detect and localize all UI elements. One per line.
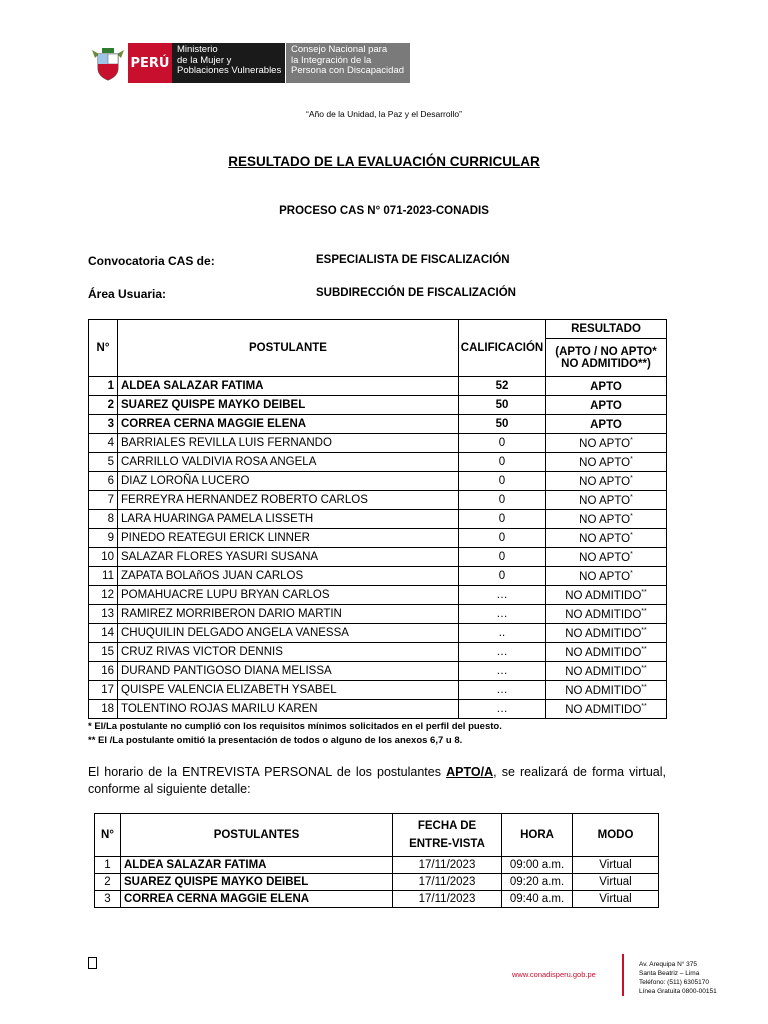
interview-header-mode: MODO [573, 814, 659, 857]
header-score: CALIFICACIÓN [459, 320, 546, 377]
applicant-name: CORREA CERNA MAGGIE ELENA [121, 891, 393, 908]
table-row [89, 491, 667, 510]
interview-mode: Virtual [573, 874, 659, 891]
footer-address: Av. Arequipa N° 375 Santa Beatriz – Lima Teléfono: (511) 6305170 Línea Gratuita 0800-00151 [639, 961, 717, 995]
result-value: NO ADMITIDO** [546, 605, 667, 624]
result-value: NO ADMITIDO** [546, 662, 667, 681]
score-value: … [459, 643, 546, 662]
table-row [89, 624, 667, 643]
note-no-apto: * El/La postulante no cumplió con los requisitos mínimos solicitados en el perfil del puesto. [88, 721, 502, 732]
table-row [89, 605, 667, 624]
table-row [89, 529, 667, 548]
ministry-name: Ministerio de la Mujer y Poblaciones Vulnerables [172, 43, 285, 83]
interview-header-date: FECHA DE ENTRE-VISTA [393, 814, 502, 857]
table-row [89, 415, 667, 434]
interview-hour: 09:00 a.m. [502, 857, 573, 874]
table-row [89, 662, 667, 681]
website-link[interactable]: www.conadisperu.gob.pe [512, 970, 596, 979]
area-label: Área Usuaria: [88, 287, 167, 301]
document-title: RESULTADO DE LA EVALUACIÓN CURRICULAR [228, 154, 540, 169]
score-value: 0 [459, 529, 546, 548]
result-value: NO APTO* [546, 453, 667, 472]
apto-highlight: APTO/A [446, 765, 494, 779]
row-number: 18 [89, 700, 118, 719]
applicant-name: POMAHUACRE LUPU BRYAN CARLOS [118, 586, 459, 605]
row-number: 13 [89, 605, 118, 624]
row-number: 4 [89, 434, 118, 453]
table-row [89, 586, 667, 605]
result-value: NO ADMITIDO** [546, 643, 667, 662]
table-row [89, 643, 667, 662]
row-number: 9 [89, 529, 118, 548]
results-header-row [89, 320, 667, 339]
result-value: NO ADMITIDO** [546, 700, 667, 719]
result-value: NO ADMITIDO** [546, 586, 667, 605]
footnote-mark: * [630, 569, 633, 577]
interview-hour: 09:20 a.m. [502, 874, 573, 891]
table-row [89, 472, 667, 491]
table-row [95, 857, 659, 874]
checkbox-glyph-icon [88, 957, 97, 969]
result-value: NO APTO* [546, 472, 667, 491]
table-row [89, 681, 667, 700]
interview-header-hour: HORA [502, 814, 573, 857]
applicant-name: CARRILLO VALDIVIA ROSA ANGELA [118, 453, 459, 472]
applicant-name: ALDEA SALAZAR FATIMA [118, 377, 459, 396]
score-value: 0 [459, 434, 546, 453]
footnote-mark: ** [641, 588, 647, 596]
row-number: 3 [95, 891, 121, 908]
row-number: 8 [89, 510, 118, 529]
interview-paragraph: El horario de la ENTREVISTA PERSONAL de los postulantes APTO/A, se realizará de forma virtual, conforme al siguiente detalle: [88, 765, 667, 796]
result-value: NO APTO* [546, 491, 667, 510]
row-number: 1 [89, 377, 118, 396]
score-value: … [459, 662, 546, 681]
row-number: 12 [89, 586, 118, 605]
area-value: SUBDIRECCIÓN DE FISCALIZACIÓN [316, 287, 516, 299]
row-number: 16 [89, 662, 118, 681]
coat-of-arms-icon [88, 43, 128, 83]
table-row [89, 453, 667, 472]
row-number: 6 [89, 472, 118, 491]
interview-mode: Virtual [573, 857, 659, 874]
interview-body [95, 857, 659, 908]
table-row [89, 548, 667, 567]
results-body [89, 377, 667, 719]
header-number: N° [89, 320, 118, 377]
score-value: … [459, 586, 546, 605]
applicant-name: RAMIREZ MORRIBERON DARIO MARTIN [118, 605, 459, 624]
applicant-name: FERREYRA HERNANDEZ ROBERTO CARLOS [118, 491, 459, 510]
result-value: NO APTO* [546, 567, 667, 586]
interview-hour: 09:40 a.m. [502, 891, 573, 908]
result-value: NO APTO* [546, 434, 667, 453]
score-value: 0 [459, 472, 546, 491]
table-row [89, 396, 667, 415]
score-value: … [459, 681, 546, 700]
applicant-name: CHUQUILIN DELGADO ANGELA VANESSA [118, 624, 459, 643]
applicant-name: TOLENTINO ROJAS MARILU KAREN [118, 700, 459, 719]
result-value: NO APTO* [546, 529, 667, 548]
footnote-mark: ** [641, 626, 647, 634]
score-value: 52 [459, 377, 546, 396]
applicant-name: LARA HUARINGA PAMELA LISSETH [118, 510, 459, 529]
applicant-name: QUISPE VALENCIA ELIZABETH YSABEL [118, 681, 459, 700]
table-row [89, 700, 667, 719]
score-value: 0 [459, 510, 546, 529]
convocatoria-value: ESPECIALISTA DE FISCALIZACIÓN [316, 254, 510, 266]
result-value: APTO [546, 377, 667, 396]
table-row [89, 567, 667, 586]
footnote-mark: * [630, 550, 633, 558]
interview-header-number: N° [95, 814, 121, 857]
row-number: 2 [89, 396, 118, 415]
table-row [89, 377, 667, 396]
score-value: 0 [459, 453, 546, 472]
applicant-name: CORREA CERNA MAGGIE ELENA [118, 415, 459, 434]
applicant-name: SALAZAR FLORES YASURI SUSANA [118, 548, 459, 567]
footnote-mark: * [630, 436, 633, 444]
table-row [95, 891, 659, 908]
interview-date: 17/11/2023 [393, 874, 502, 891]
interview-header-row [95, 814, 659, 857]
results-table [88, 319, 667, 719]
applicant-name: PINEDO REATEGUI ERICK LINNER [118, 529, 459, 548]
applicant-name: SUAREZ QUISPE MAYKO DEIBEL [118, 396, 459, 415]
footnote-mark: * [630, 455, 633, 463]
score-value: 0 [459, 491, 546, 510]
applicant-name: ZAPATA BOLAñOS JUAN CARLOS [118, 567, 459, 586]
score-value: 0 [459, 548, 546, 567]
row-number: 3 [89, 415, 118, 434]
header-applicant: POSTULANTE [118, 320, 459, 377]
process-number: PROCESO CAS N° 071-2023-CONADIS [279, 205, 489, 217]
footnote-mark: ** [641, 664, 647, 672]
footnote-mark: ** [641, 645, 647, 653]
result-value: NO APTO* [546, 548, 667, 567]
score-value: .. [459, 624, 546, 643]
council-name: Consejo Nacional para la Integración de la Persona con Discapacidad [286, 43, 410, 83]
row-number: 7 [89, 491, 118, 510]
row-number: 2 [95, 874, 121, 891]
interview-header-applicants: POSTULANTES [121, 814, 393, 857]
result-value: APTO [546, 396, 667, 415]
footnote-mark: * [630, 493, 633, 501]
score-value: 0 [459, 567, 546, 586]
score-value: 50 [459, 415, 546, 434]
footnote-mark: * [630, 512, 633, 520]
interview-mode: Virtual [573, 891, 659, 908]
footnote-mark: ** [641, 702, 647, 710]
footnote-mark: * [630, 531, 633, 539]
row-number: 14 [89, 624, 118, 643]
table-row [89, 510, 667, 529]
applicant-name: ALDEA SALAZAR FATIMA [121, 857, 393, 874]
applicant-name: DURAND PANTIGOSO DIANA MELISSA [118, 662, 459, 681]
year-motto: “Año de la Unidad, la Paz y el Desarrollo” [306, 109, 462, 119]
convocatoria-label: Convocatoria CAS de: [88, 254, 215, 268]
interview-date: 17/11/2023 [393, 857, 502, 874]
row-number: 15 [89, 643, 118, 662]
row-number: 5 [89, 453, 118, 472]
header-result: RESULTADO [546, 320, 667, 339]
score-value: … [459, 700, 546, 719]
result-value: NO ADMITIDO** [546, 624, 667, 643]
result-value: NO APTO* [546, 510, 667, 529]
applicant-name: BARRIALES REVILLA LUIS FERNANDO [118, 434, 459, 453]
note-no-admitido: ** El /La postulante omitió la presentación de todos o alguno de los anexos 6,7 u 8. [88, 735, 463, 746]
row-number: 1 [95, 857, 121, 874]
table-row [89, 434, 667, 453]
row-number: 17 [89, 681, 118, 700]
applicant-name: DIAZ LOROÑA LUCERO [118, 472, 459, 491]
score-value: … [459, 605, 546, 624]
applicant-name: CRUZ RIVAS VICTOR DENNIS [118, 643, 459, 662]
interview-date: 17/11/2023 [393, 891, 502, 908]
result-value: NO ADMITIDO** [546, 681, 667, 700]
table-row [95, 874, 659, 891]
row-number: 11 [89, 567, 118, 586]
peru-brand: PERÚ [128, 43, 172, 83]
header-result-legend: (APTO / NO APTO* NO ADMITIDO**) [546, 339, 667, 377]
footnote-mark: ** [641, 607, 647, 615]
interview-table [94, 813, 659, 908]
footnote-mark: * [630, 474, 633, 482]
header-logo [88, 43, 410, 83]
footnote-mark: ** [641, 683, 647, 691]
row-number: 10 [89, 548, 118, 567]
result-value: APTO [546, 415, 667, 434]
applicant-name: SUAREZ QUISPE MAYKO DEIBEL [121, 874, 393, 891]
footer-divider [622, 954, 624, 996]
score-value: 50 [459, 396, 546, 415]
